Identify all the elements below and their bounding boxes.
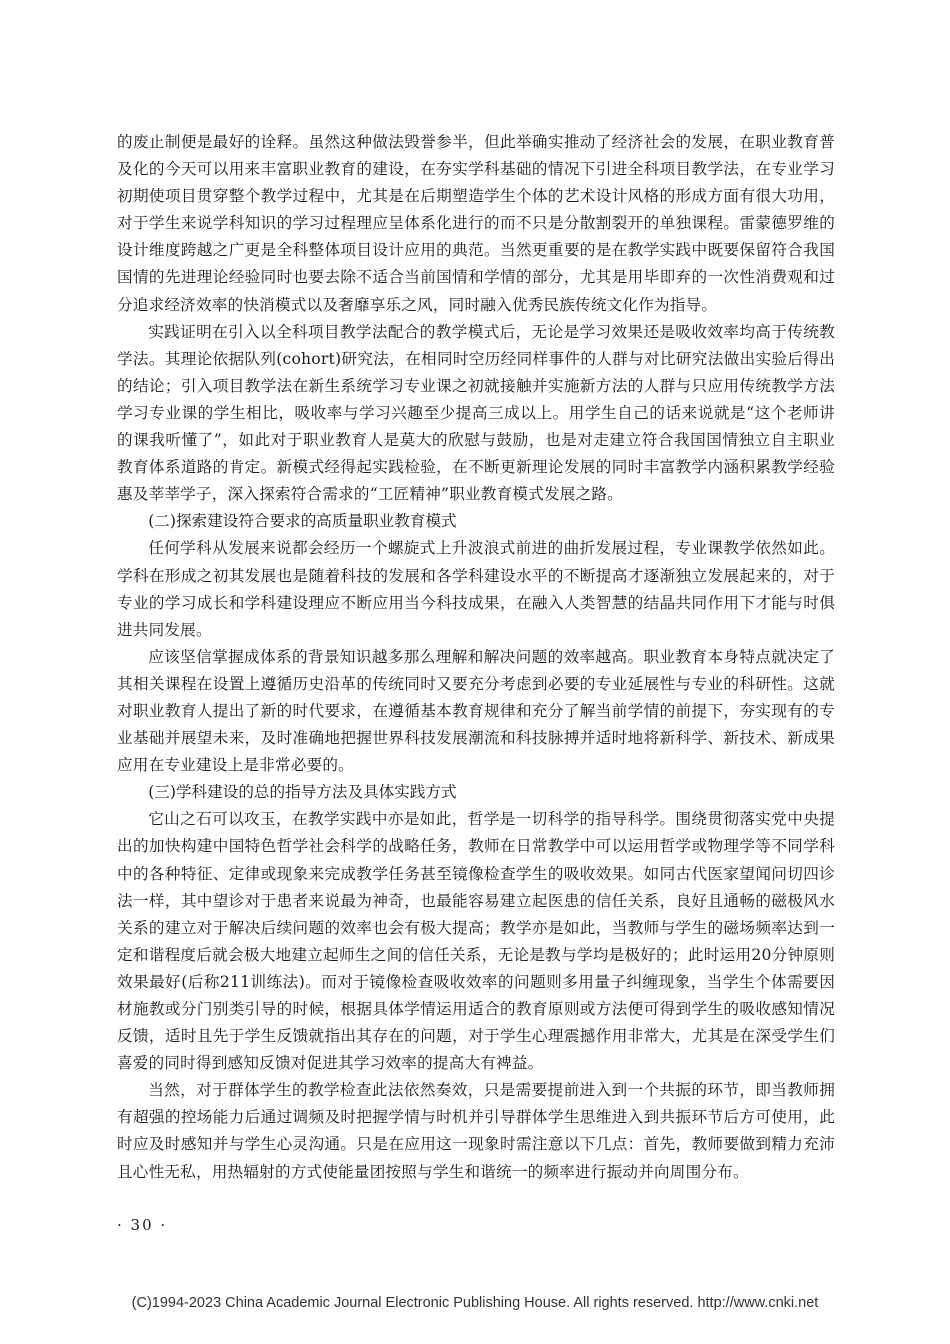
section-heading: (二)探索建设符合要求的高质量职业教育模式 [148,512,457,531]
article-body [117,129,835,1186]
paragraph: 它山之石可以攻玉，在教学实践中亦是如此，哲学是一切科学的指导科学。围绕贯彻落实党中央提出的加快构建中国特色哲学社会科学的战略任务，教师在日常教学中可以运用哲学或物理学等不同学科中的各种特征、定律或现象来完成教学任务甚至镜像检查学生的吸收效果。如同古代医家望闻问切四诊法一样，其中望诊对于患者来说最为神奇，也最能容易建立起医患的信任关系，良好且通畅的磁极风水关系的建立对于解决后续问题的效率也会有极大提高；教学亦是如此，当教师与学生的磁场频率达到一定和谐程度后就会极大地建立起师生之间的信任关系，无论是教与学均是极好的；此时运用20分钟原则效果最好(后称211训练法)。而对于镜像检查吸收效率的问题则多用量子纠缠现象，当学生个体需要因材施教或分门别类引导的时候，根据具体学情运用适合的教育原则或方法便可得到学生的吸收感知情况反馈，适时且先于学生反馈就指出其存在的问题，对于学生心理震撼作用非常大，尤其是在深受学生们喜爱的同时得到感知反馈对促进其学习效率的提高大有裨益。 [117,810,835,1073]
section-heading: (三)学科建设的总的指导方法及具体实践方式 [148,783,457,802]
paragraph: 实践证明在引入以全科项目教学法配合的教学模式后，无论是学习效果还是吸收效率均高于传统教学法。其理论依据队列(cohort)研究法，在相同时空历经同样事件的人群与对比研究法做出实验后得出的结论；引入项目教学法在新生系统学习专业课之初就接触并实施新方法的人群与只应用传统教学方法学习专业课的学生相比，吸收率与学习兴趣至少提高三成以上。用学生自己的话来说就是“这个老师讲的课我听懂了”，如此对于职业教育人是莫大的欣慰与鼓励，也是对走建立符合我国国情独立自主职业教育体系道路的肯定。新模式经得起实践检验，在不断更新理论发展的同时丰富教学内涵积累教学经验惠及莘莘学子，深入探索符合需求的“工匠精神”职业教育模式发展之路。 [117,322,835,504]
paragraph-continuation: 的废止制便是最好的诠释。虽然这种做法毁誉参半，但此举确实推动了经济社会的发展，在职业教育普及化的今天可以用来丰富职业教育的建设，在夯实学科基础的情况下引进全科项目教学法，在专业学习初期使项目贯穿整个教学过程中，尤其是在后期塑造学生个体的艺术设计风格的形成方面有很大功用，对于学生来说学科知识的学习过程理应呈体系化进行的而不只是分散割裂开的单独课程。雷蒙德罗维的设计维度跨越之广更是全科整体项目设计应用的典范。当然更重要的是在教学实践中既要保留符合我国国情的先进理论经验同时也要去除不适合当前国情和学情的部分，尤其是用毕即弃的一次性消费观和过分追求经济效率的快消模式以及奢靡享乐之风，同时融入优秀民族传统文化作为指导。 [117,133,835,314]
page-number: · 30 · [117,1216,168,1234]
copyright-notice: (C)1994-2023 China Academic Journal Electronic Publishing House. All rights reserved. http://www.cnki.net [131,1295,819,1311]
paragraph: 任何学科从发展来说都会经历一个螺旋式上升波浪式前进的曲折发展过程，专业课教学依然如此。学科在形成之初其发展也是随着科技的发展和各学科建设水平的不断提高才逐渐独立发展起来的，对于专业的学习成长和学科建设理应不断应用当今科技成果，在融入人类智慧的结晶共同作用下才能与时俱进共同发展。 [117,539,835,639]
paragraph: 应该坚信掌握成体系的背景知识越多那么理解和解决问题的效率越高。职业教育本身特点就决定了其相关课程在设置上遵循历史沿革的传统同时又要充分考虑到必要的专业延展性与专业的科研性。这就对职业教育人提出了新的时代要求，在遵循基本教育规律和充分了解当前学情的前提下，夯实现有的专业基础并展望未来，及时准确地把握世界科技发展潮流和科技脉搏并适时地将新科学、新技术、新成果应用在专业建设上是非常必要的。 [117,647,835,775]
paragraph: 当然，对于群体学生的教学检查此法依然奏效，只是需要提前进入到一个共振的环节，即当教师拥有超强的控场能力后通过调频及时把握学情与时机并引导群体学生思维进入到共振环节后方可使用，此时应及时感知并与学生心灵沟通。只是在应用这一现象时需注意以下几点：首先，教师要做到精力充沛且心性无私，用热辐射的方式使能量团按照与学生和谐统一的频率进行振动并向周围分布。 [117,1081,835,1181]
